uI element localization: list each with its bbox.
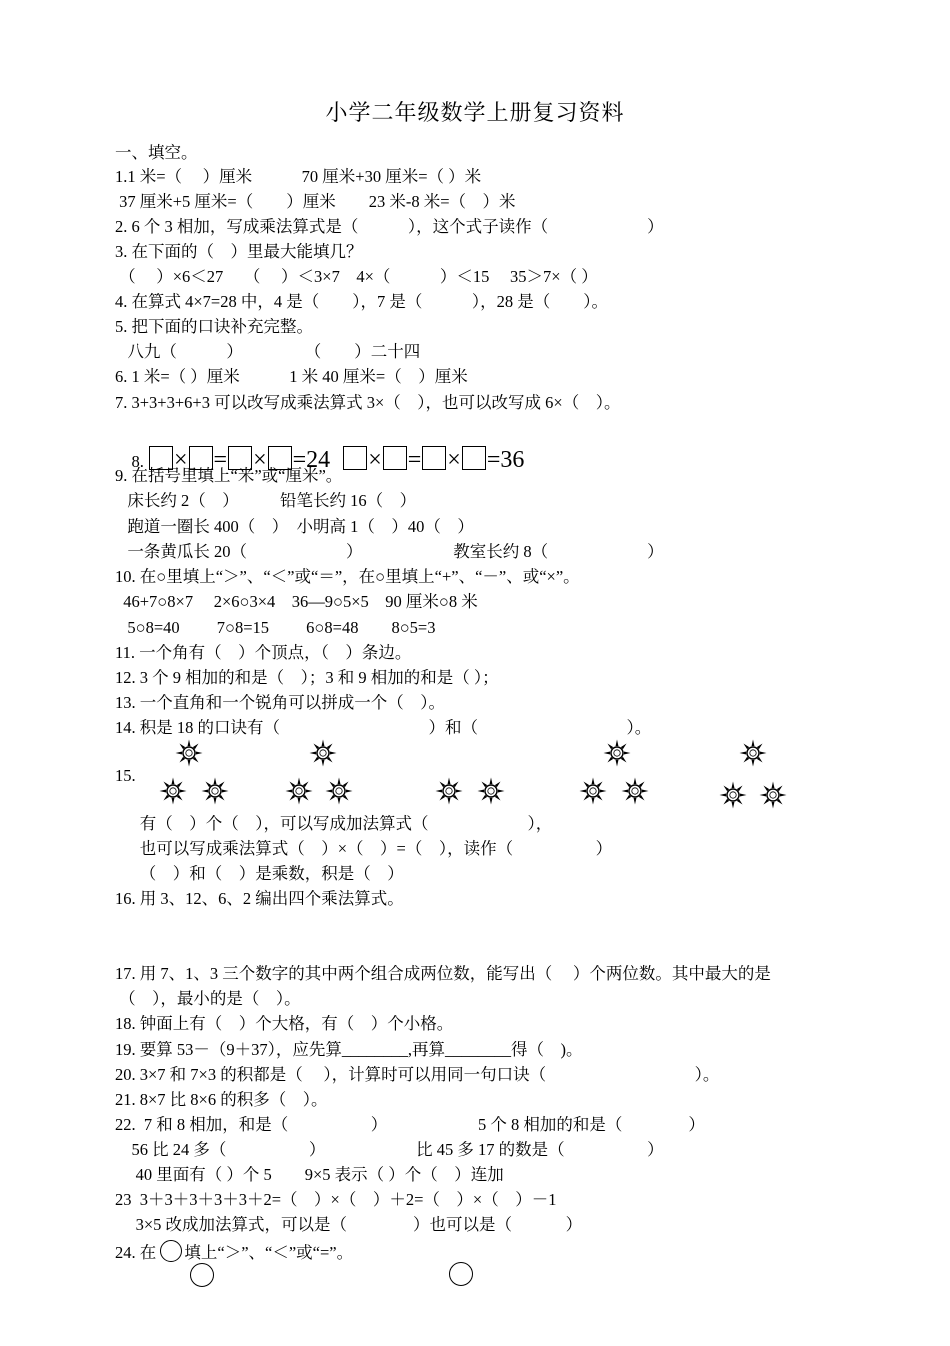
question-10-row1: 46+7○8×7 2×6○3×4 36—9○5×5 90 厘米○8 米 [115,592,478,611]
sun-icon [284,776,314,806]
square-box [422,446,446,470]
question-8: 8. × = × =24 × = × =36 [131,447,525,473]
question-8-result-a: =24 [292,447,337,473]
question-5: 5. 把下面的口诀补充完整。 [115,317,313,336]
question-3: 3. 在下面的（ ）里最大能填几？ [115,242,363,261]
question-15-row3: （ ）和（ ）是乘数，积是（ ） [115,864,404,883]
question-22-row3: 40 里面有（ ）个 5 9×5 表示（ ）个（ ）连加 [115,1165,504,1184]
question-6: 6. 1 米=（ ）厘米 1 米 40 厘米=（ ）厘米 [115,367,468,386]
question-24-text: 填上“＞”、“＜”或“=”。 [184,1243,354,1262]
question-9: 9. 在括号里填上“米”或“厘米”。 [115,466,343,485]
question-23: 23 3＋3＋3＋3＋3＋2=（ ）×（ ）＋2=（ ）×（ ）－1 [115,1190,557,1209]
question-17-cont: （ ），最小的是（ ）。 [115,989,301,1008]
question-24-prefix: 24. 在 [115,1243,161,1262]
question-10-row2: 5○8=40 7○8=15 6○8=48 8○5=3 [115,618,436,637]
square-box [462,446,486,470]
sun-icon [620,776,650,806]
question-16: 16. 用 3、12、6、2 编出四个乘法算式。 [115,889,404,908]
sun-icon [738,738,768,768]
question-8-number: 8. [131,452,148,471]
sun-icon [758,780,788,810]
question-23-row2: 3×5 改成加法算式，可以是（ ）也可以是（ ） [115,1215,583,1234]
question-1b: 37 厘米+5 厘米=（ ）厘米 23 米-8 米=（ ）米 [115,192,516,211]
question-2: 2. 6 个 3 相加，写成乘法算式是（ ），这个式子读作（ ） [115,217,664,236]
sun-icon [718,780,748,810]
circle-blank [449,1262,473,1286]
question-15: 15. [115,766,136,785]
question-21: 21. 8×7 比 8×6 的积多（ ）。 [115,1090,328,1109]
question-8-result-b: =36 [486,447,525,473]
sun-icon [476,776,506,806]
question-15-row2: 也可以写成乘法算式（ ）×（ ）=（ ），读作（ ） [115,839,613,858]
question-22-row2: 56 比 24 多（ ） 比 45 多 17 的数是（ ） [115,1140,664,1159]
square-box [383,446,407,470]
sun-icon [158,776,188,806]
question-9-row3: 一条黄瓜长 20（ ） 教室长约 8（ ） [115,542,664,561]
question-18: 18. 钟面上有（ ）个大格，有（ ）个小格。 [115,1014,454,1033]
question-5-items: 八九（ ） （ ）二十四 [115,342,421,361]
question-9-row2: 跑道一圈长 400（ ） 小明高 1（ ）40（ ） [115,517,474,536]
sun-icon [434,776,464,806]
sun-icon [308,738,338,768]
question-17: 17. 用 7、1、3 三个数字的其中两个组合成两位数，能写出（ ）个两位数。其中最大的是 [115,964,771,983]
sun-icon [174,738,204,768]
question-10: 10. 在○里填上“＞”、“＜”或“＝”，在○里填上“+”、“－”、或“×”。 [115,567,580,586]
question-15-row1: 有（ ）个（ ），可以写成加法算式（ ）， [115,814,553,833]
question-24 [115,1240,353,1263]
sun-icon [324,776,354,806]
section-heading: 一、填空。 [115,143,198,162]
sun-icon [602,738,632,768]
circle-blank [190,1263,214,1287]
square-box [343,446,367,470]
question-3-items: （ ）×6＜27 （ ）＜3×7 4×（ ）＜15 35＞7×（ ） [115,267,598,286]
question-4: 4. 在算式 4×7=28 中，4 是（ ），7 是（ ），28 是（ ）。 [115,292,608,311]
question-9-row1: 床长约 2（ ） 铅笔长约 16（ ） [115,491,417,510]
question-1a: 1.1 米=（ ）厘米 70 厘米+30 厘米=（ ）米 [115,167,482,186]
question-13: 13. 一个直角和一个锐角可以拼成一个（ ）。 [115,693,445,712]
sun-icon [200,776,230,806]
question-14: 14. 积是 18 的口诀有（ ）和（ ）。 [115,718,652,737]
question-19: 19. 要算 53－（9＋37），应先算________,再算________得（ )。 [115,1040,583,1059]
question-20: 20. 3×7 和 7×3 的积都是（ ），计算时可以用同一句口诀（ ）。 [115,1065,720,1084]
question-12: 12. 3 个 9 相加的和是（ ）；3 和 9 相加的和是（ ）； [115,668,499,687]
page-title: 小学二年级数学上册复习资料 [325,100,625,125]
circle-blank [160,1240,182,1262]
sun-icon [578,776,608,806]
question-7: 7. 3+3+3+6+3 可以改写成乘法算式 3×（ ），也可以改写成 6×（ ）。 [115,393,621,412]
question-11: 11. 一个角有（ ）个顶点，（ ）条边。 [115,643,412,662]
question-22: 22. 7 和 8 相加，和是（ ） 5 个 8 相加的和是（ ） [115,1115,705,1134]
